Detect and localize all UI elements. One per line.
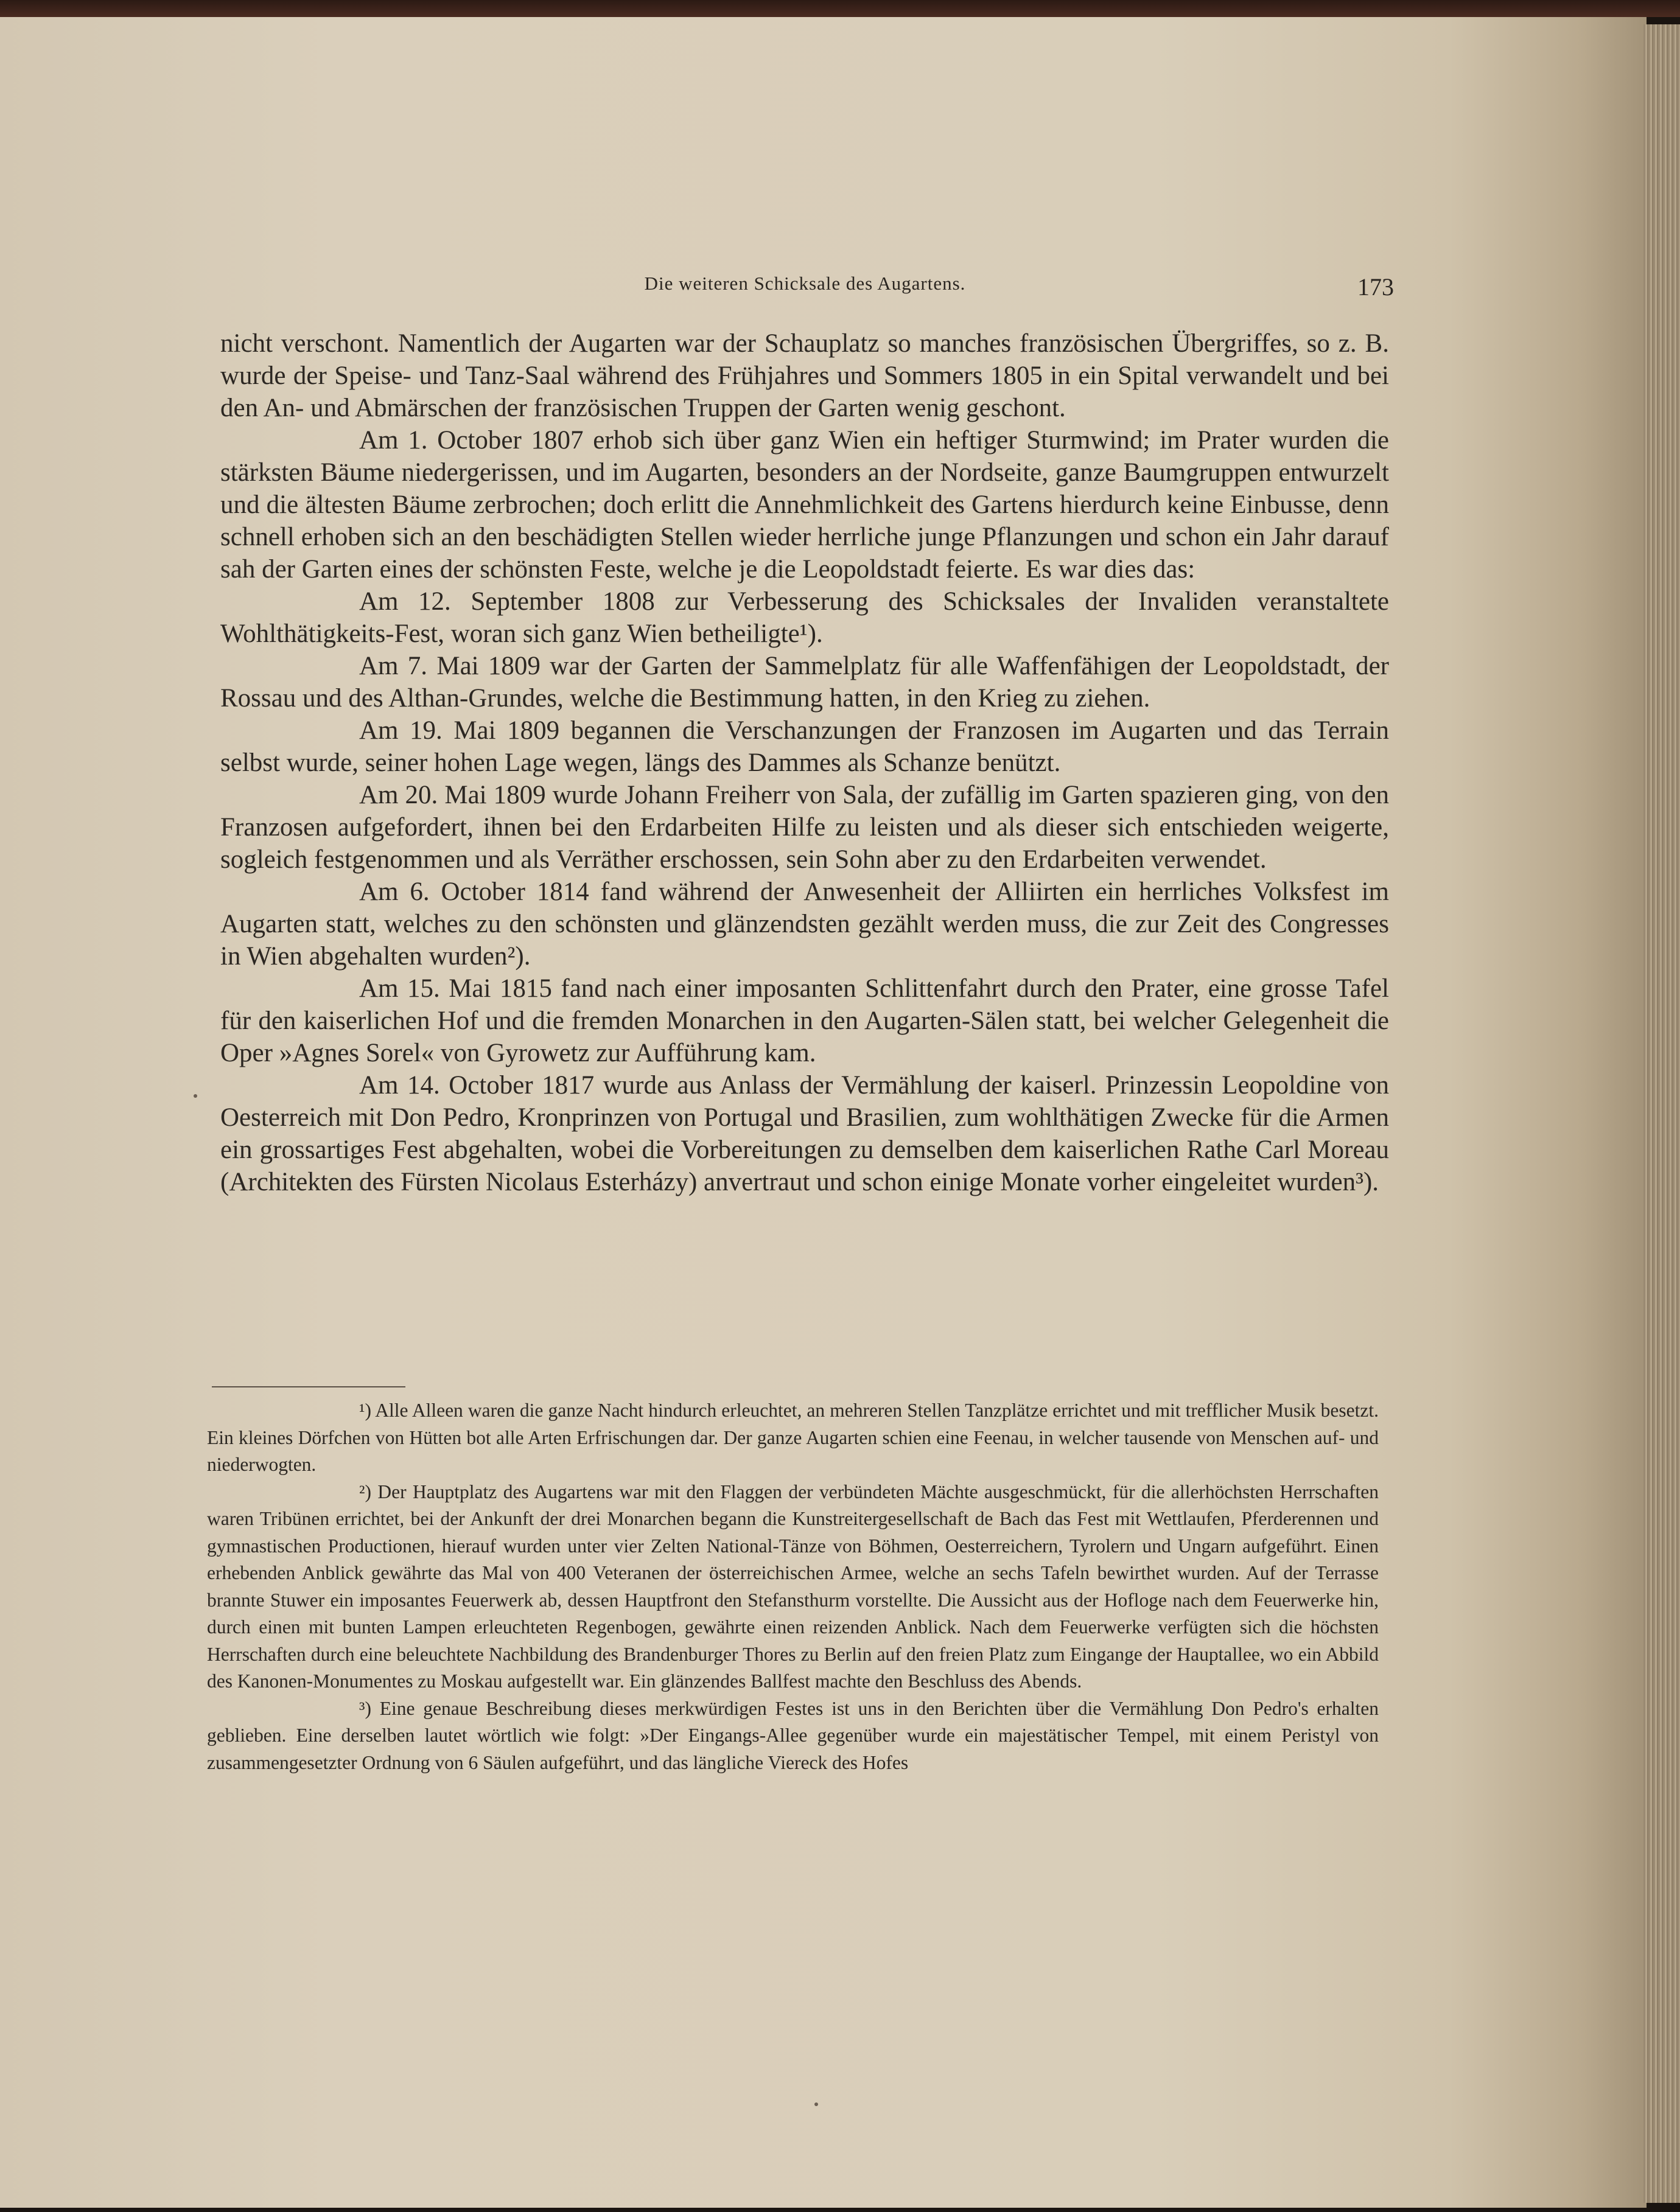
paragraph: Am 7. Mai 1809 war der Garten der Sammelplatz für alle Waffenfähigen der Leopoldstadt, der Rossau und des Althan-Grundes, welche die Bestimmung hatten, in den Krieg zu ziehen. — [220, 652, 1389, 713]
page-number: 173 — [1357, 273, 1394, 301]
footnote-rule — [212, 1386, 405, 1387]
page-header — [216, 273, 1394, 309]
footnote: ²) Der Hauptplatz des Augartens war mit den Flaggen der verbündeten Mächte ausgeschmückt, für die allerhöchsten Herrschaften waren Tribünen errichtet, bei der Ankunft der drei Monarchen begann die Kunstreitergesellschaft de Bach das Fest mit Wettlaufen, Pferderennen und gymnastischen Productionen, hierauf wurden unter vier Zelten National-Tänze von Böhmen, Oesterreichern, Tyrolern und Ungarn aufgeführt. Einen erhebenden Anblick gewährte das Mal von 400 Veteranen der österreichischen Armee, welche an sechs Tafeln bewirthet wurden. Auf der Terrasse brannte Stuwer ein imposantes Feuerwerk ab, dessen Hauptfront den Stefansthurm vorstellte. Die Aussicht aus der Hofloge nach dem Feuerwerke hin, durch einen mit bunten Lampen erleuchteten Regenbogen, gewährte einen reizenden Anblick. Nach dem Feuerwerke verfügten sich die höchsten Herrschaften durch eine beleuchtete Nachbildung des Brandenburger Thores zu Berlin auf den freien Platz zum Eingange der Hauptallee, wo ein Abbild des Kanonen-Monumentes zu Moskau aufgestellt war. Ein glänzendes Ballfest machte den Beschluss des Abends. — [207, 1481, 1379, 1692]
book-cover-edge — [0, 0, 1680, 17]
paper-speck — [814, 2102, 818, 2106]
paragraph: Am 15. Mai 1815 fand nach einer imposanten Schlittenfahrt durch den Prater, eine grosse Tafel für den kaiserlichen Hof und die fremden Monarchen in den Augarten-Sälen statt, bei welcher Gelegenheit die Oper »Agnes Sorel« von Gyrowetz zur Aufführung kam. — [220, 974, 1389, 1067]
main-text — [220, 327, 1389, 1198]
page-stack-edge — [1643, 24, 1680, 2203]
footnote: ¹) Alle Alleen waren die ganze Nacht hindurch erleuchtet, an mehreren Stellen Tanzplätze errichtet und mit trefflicher Musik besetzt. Ein kleines Dörfchen von Hütten bot alle Arten Erfrischungen dar. Der ganze Augarten schien eine Feenau, in welcher tausende von Menschen auf- und niederwogten. — [207, 1400, 1379, 1475]
paragraph: Am 14. October 1817 wurde aus Anlass der Vermählung der kaiserl. Prinzessin Leopoldine von Oesterreich mit Don Pedro, Kronprinzen von Portugal und Brasilien, zum wohlthätigen Zwecke für die Armen ein grossartiges Fest abgehalten, wobei die Vorbereitungen zu demselben dem kaiserlichen Rathe Carl Moreau (Architekten des Fürsten Nicolaus Esterházy) anvertraut und schon einige Monate vorher eingeleitet wurden³). — [220, 1071, 1389, 1196]
paragraph: Am 6. October 1814 fand während der Anwesenheit der Alliirten ein herrliches Volksfest im Augarten statt, welches zu den schönsten und glänzendsten gezählt werden muss, die zur Zeit des Congresses in Wien abgehalten wurden²). — [220, 877, 1389, 971]
footnote: ³) Eine genaue Beschreibung dieses merkwürdigen Festes ist uns in den Berichten über die Vermählung Don Pedro's erhalten geblieben. Eine derselben lautet wörtlich wie folgt: »Der Eingangs-Allee gegenüber wurde ein majestätischer Tempel, mit einem Peristyl von zusammengesetzter Ordnung von 6 Säulen aufgeführt, und das längliche Viereck des Hofes — [207, 1697, 1379, 1773]
paragraph: nicht verschont. Namentlich der Augarten war der Schauplatz so manches französischen Übergriffes, so z. B. wurde der Speise- und Tanz-Saal während des Frühjahres und Sommers 1805 in ein Spital verwandelt und bei den An- und Abmärschen der französischen Truppen der Garten wenig geschont. — [220, 329, 1389, 422]
paragraph: Am 12. September 1808 zur Verbesserung des Schicksales der Invaliden veranstaltete Wohlthätigkeits-Fest, woran sich ganz Wien betheiligte¹). — [220, 587, 1389, 648]
running-head: Die weiteren Schicksale des Augartens. — [644, 273, 966, 294]
footnotes — [207, 1397, 1379, 1776]
paragraph: Am 19. Mai 1809 begannen die Verschanzungen der Franzosen im Augarten und das Terrain selbst wurde, seiner hohen Lage wegen, längs des Dammes als Schanze benützt. — [220, 716, 1389, 777]
paragraph: Am 20. Mai 1809 wurde Johann Freiherr von Sala, der zufällig im Garten spazieren ging, von den Franzosen aufgefordert, ihnen bei den Erdarbeiten Hilfe zu leisten und als dieser sich entschieden weigerte, sogleich festgenommen und als Verräther erschossen, sein Sohn aber zu den Erdarbeiten verwendet. — [220, 781, 1389, 874]
paper-speck — [194, 1094, 197, 1098]
paragraph: Am 1. October 1807 erhob sich über ganz Wien ein heftiger Sturmwind; im Prater wurden die stärksten Bäume niedergerissen, und im Augarten, besonders an der Nordseite, ganze Baumgruppen entwurzelt und die ältesten Bäume zerbrochen; doch erlitt die Annehmlichkeit des Gartens hierdurch keine Einbusse, denn schnell erhoben sich an den beschädigten Stellen wieder herrliche junge Pflanzungen und schon ein Jahr darauf sah der Garten eines der schönsten Feste, welche je die Leopoldstadt feierte. Es war dies das: — [220, 426, 1389, 584]
